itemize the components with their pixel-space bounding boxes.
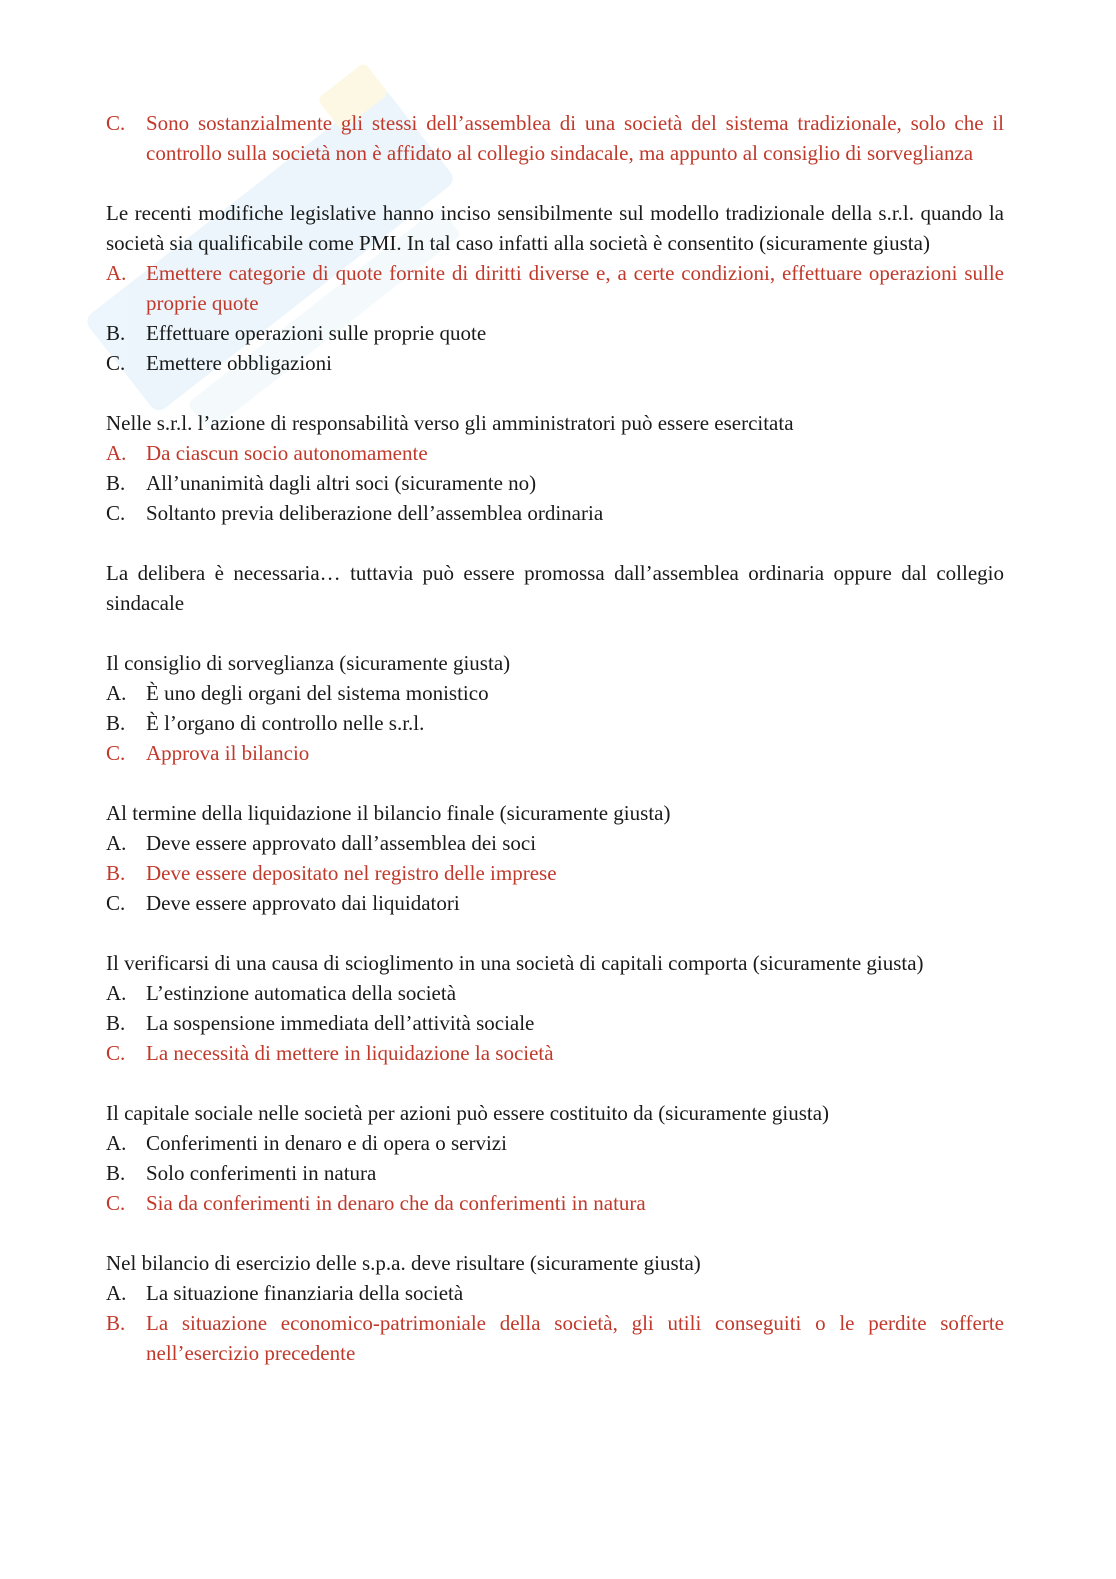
explanation-block xyxy=(106,558,1004,618)
option-letter: A. xyxy=(106,681,127,705)
option-text: È uno degli organi del sistema monistico xyxy=(146,681,489,705)
answer-option-correct xyxy=(106,1038,1004,1068)
answer-option xyxy=(106,1278,1004,1308)
option-letter: B. xyxy=(106,1311,126,1335)
option-letter: A. xyxy=(106,1281,127,1305)
answer-option xyxy=(106,828,1004,858)
option-text: La situazione economico-patrimoniale della società, gli utili conseguiti o le perdite sofferte nell’esercizio precedente xyxy=(146,1311,1004,1365)
option-letter: B. xyxy=(106,1161,126,1185)
question-text: Al termine della liquidazione il bilancio finale (sicuramente giusta) xyxy=(106,801,671,825)
answer-option xyxy=(106,498,1004,528)
answer-option xyxy=(106,1128,1004,1158)
answer-option xyxy=(106,318,1004,348)
document-page xyxy=(106,108,1004,1398)
option-text: All’unanimità dagli altri soci (sicuramente no) xyxy=(146,471,537,495)
question-text: Il capitale sociale nelle società per azioni può essere costituito da (sicuramente giusta) xyxy=(106,1101,830,1125)
answer-option xyxy=(106,978,1004,1008)
option-letter: A. xyxy=(106,981,127,1005)
option-text: Sia da conferimenti in denaro che da conferimenti in natura xyxy=(146,1191,646,1215)
option-letter: B. xyxy=(106,471,126,495)
answer-option-correct xyxy=(106,858,1004,888)
answer-option-correct xyxy=(106,1188,1004,1218)
option-text: Deve essere approvato dall’assemblea dei soci xyxy=(146,831,537,855)
option-text: Emettere obbligazioni xyxy=(146,351,333,375)
option-letter: C. xyxy=(106,1191,126,1215)
answer-option xyxy=(106,348,1004,378)
option-letter: C. xyxy=(106,891,126,915)
option-text: È l’organo di controllo nelle s.r.l. xyxy=(146,711,425,735)
option-text: Emettere categorie di quote fornite di diritti diverse e, a certe condizioni, effettuare operazioni sulle proprie quote xyxy=(146,261,1004,315)
option-text: Effettuare operazioni sulle proprie quote xyxy=(146,321,487,345)
option-letter: A. xyxy=(106,831,127,855)
question-block xyxy=(106,198,1004,378)
question-block xyxy=(106,798,1004,918)
answer-option-correct xyxy=(106,738,1004,768)
option-text: Approva il bilancio xyxy=(146,741,310,765)
option-letter: C. xyxy=(106,1041,126,1065)
answer-option xyxy=(106,708,1004,738)
question-text: Nelle s.r.l. l’azione di responsabilità verso gli amministratori può essere esercitata xyxy=(106,411,794,435)
quiz-content xyxy=(106,108,1004,1368)
answer-option-correct xyxy=(106,108,1004,168)
question-block xyxy=(106,648,1004,768)
answer-option xyxy=(106,1158,1004,1188)
answer-option-correct xyxy=(106,438,1004,468)
question-text: Nel bilancio di esercizio delle s.p.a. deve risultare (sicuramente giusta) xyxy=(106,1251,701,1275)
option-letter: C. xyxy=(106,741,126,765)
option-text: Soltanto previa deliberazione dell’assemblea ordinaria xyxy=(146,501,604,525)
option-letter: C. xyxy=(106,351,126,375)
option-text: La situazione finanziaria della società xyxy=(146,1281,464,1305)
option-text: La sospensione immediata dell’attività sociale xyxy=(146,1011,535,1035)
answer-option-correct xyxy=(106,1308,1004,1368)
question-block xyxy=(106,948,1004,1068)
answer-option xyxy=(106,468,1004,498)
option-text: Deve essere depositato nel registro delle imprese xyxy=(146,861,557,885)
option-letter: B. xyxy=(106,1011,126,1035)
question-block xyxy=(106,1098,1004,1218)
answer-option-correct xyxy=(106,258,1004,318)
option-letter: A. xyxy=(106,441,127,465)
question-block xyxy=(106,408,1004,528)
explanation-note: La delibera è necessaria… tuttavia può essere promossa dall’assemblea ordinaria oppure dal collegio sindacale xyxy=(106,561,1004,615)
option-letter: C. xyxy=(106,501,126,525)
option-letter: B. xyxy=(106,321,126,345)
answer-option xyxy=(106,1008,1004,1038)
option-letter: A. xyxy=(106,1131,127,1155)
option-text: Deve essere approvato dai liquidatori xyxy=(146,891,460,915)
option-text: Solo conferimenti in natura xyxy=(146,1161,377,1185)
question-text: Il verificarsi di una causa di scioglimento in una società di capitali comporta (sicuramente giusta) xyxy=(106,951,924,975)
option-text: Sono sostanzialmente gli stessi dell’assemblea di una società del sistema tradizionale, solo che il controllo sulla società non è affidato al collegio sindacale, ma appunto al consiglio di sorveglianza xyxy=(146,111,1004,165)
question-text: Il consiglio di sorveglianza (sicuramente giusta) xyxy=(106,651,511,675)
option-letter: A. xyxy=(106,261,127,285)
option-letter: B. xyxy=(106,861,126,885)
question-block xyxy=(106,1248,1004,1368)
option-text: Da ciascun socio autonomamente xyxy=(146,441,428,465)
option-text: La necessità di mettere in liquidazione la società xyxy=(146,1041,554,1065)
option-text: L’estinzione automatica della società xyxy=(146,981,457,1005)
question-block xyxy=(106,108,1004,168)
option-text: Conferimenti in denaro e di opera o servizi xyxy=(146,1131,507,1155)
option-letter: C. xyxy=(106,111,126,135)
answer-option xyxy=(106,888,1004,918)
option-letter: B. xyxy=(106,711,126,735)
question-text: Le recenti modifiche legislative hanno inciso sensibilmente sul modello tradizionale della s.r.l. quando la società sia qualificabile come PMI. In tal caso infatti alla società è consentito (sicuramente giusta) xyxy=(106,201,1004,255)
answer-option xyxy=(106,678,1004,708)
